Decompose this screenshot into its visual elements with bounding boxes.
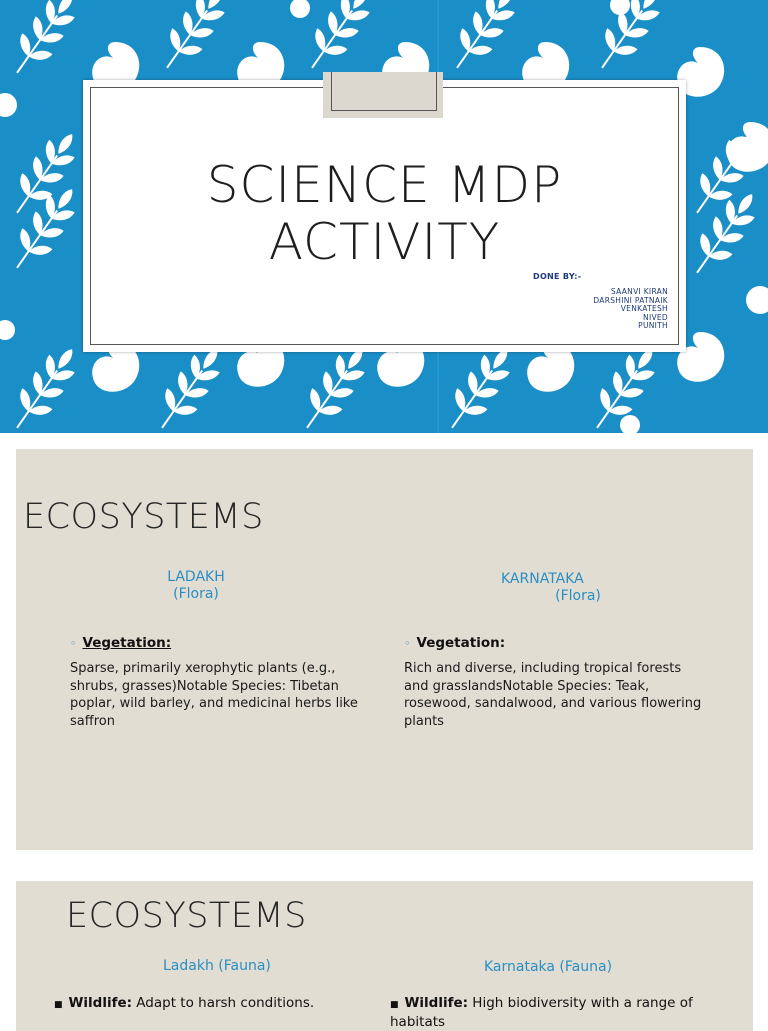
title-card-tab xyxy=(323,72,443,118)
slide-heading: ECOSYSTEMS xyxy=(66,896,307,936)
title-slide xyxy=(0,0,768,433)
author-name: PUNITH xyxy=(638,321,668,330)
bullet-label: Wildlife: xyxy=(68,995,133,1011)
ecosystems-fauna-slide xyxy=(16,881,753,1031)
ladakh-vegetation-text: Sparse, primarily xerophytic plants (e.g., shrubs, grasses)Notable Species: Tibetan poplar, wild barley, and medicinal herbs like saffron xyxy=(70,661,358,729)
slide-title-line1: SCIENCE MDP xyxy=(206,156,563,214)
karnataka-fauna-title: Karnataka (Fauna) xyxy=(484,959,613,975)
wildlife-bullet-left xyxy=(54,995,314,1011)
author-name: NIVED xyxy=(643,312,668,322)
bullet-icon: ◦ xyxy=(404,637,411,650)
done-by-label: DONE BY:- xyxy=(533,272,582,281)
region-name: LADAKH xyxy=(167,569,225,585)
slide-heading: ECOSYSTEMS xyxy=(23,497,264,537)
title-card xyxy=(83,80,686,352)
bullet-label: Wildlife: xyxy=(404,995,469,1011)
karnataka-title xyxy=(501,571,641,605)
vegetation-bullet-left xyxy=(70,635,171,651)
author-name: SAANVI KIRAN xyxy=(610,287,668,296)
bullet-label: Vegetation: xyxy=(416,635,506,651)
vegetation-bullet-right xyxy=(404,635,505,651)
author-name: VENKATESH xyxy=(620,304,668,313)
region-name: KARNATAKA xyxy=(501,571,584,587)
author-name: DARSHINI PATNAIK xyxy=(593,295,668,305)
bullet-label: Vegetation: xyxy=(82,635,172,651)
bullet-icon: ■ xyxy=(390,1000,399,1010)
author-names xyxy=(593,288,668,331)
ecosystems-flora-slide xyxy=(16,449,753,850)
bullet-text: Adapt to harsh conditions. xyxy=(132,995,315,1011)
wildlife-bullet-right xyxy=(390,995,710,1031)
region-subtitle: (Flora) xyxy=(555,588,601,604)
bullet-icon: ◦ xyxy=(70,637,77,650)
region-subtitle: (Flora) xyxy=(173,586,219,602)
karnataka-vegetation-text: Rich and diverse, including tropical forests and grasslandsNotable Species: Teak, rosewood, sandalwood, and various flowering plants xyxy=(404,661,702,729)
slide-title-line2: ACTIVITY xyxy=(268,213,501,271)
ladakh-title xyxy=(146,569,246,603)
bullet-icon: ■ xyxy=(54,1000,63,1010)
ladakh-fauna-title: Ladakh (Fauna) xyxy=(163,958,271,974)
bullet-text: High biodiversity with a range of habitats xyxy=(390,995,693,1030)
